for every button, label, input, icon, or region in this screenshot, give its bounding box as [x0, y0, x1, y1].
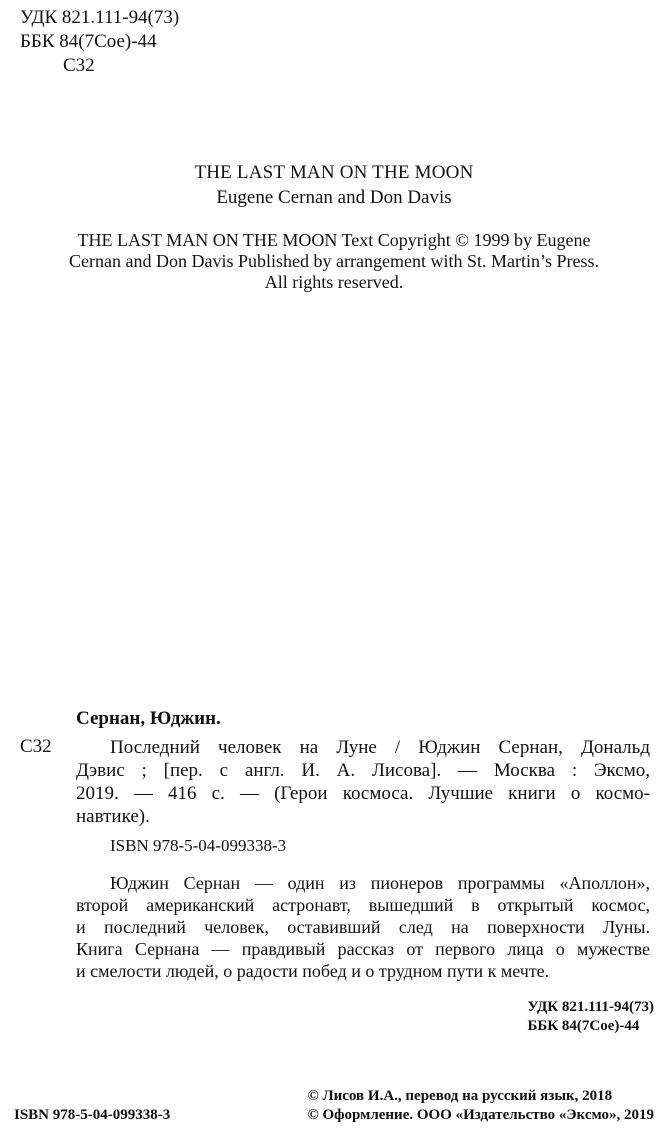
catalog-entry-code: С32: [20, 736, 52, 757]
original-copyright-line: Cernan and Don Davis Published by arrangement with St. Martin’s Press.: [69, 251, 599, 271]
catalog-entry-line: Последний человек на Луне / Юджин Сернан, Дональд: [110, 737, 650, 758]
original-copyright-line: THE LAST MAN ON THE MOON Text Copyright © 1999 by Eugene: [77, 230, 591, 250]
footer-copyright: [308, 1087, 655, 1125]
annotation-paragraph: [76, 872, 650, 982]
annotation-line: второй американский астронавт, вышедший в открытый космос,: [76, 895, 650, 915]
catalog-author-heading: Сернан, Юджин.: [76, 708, 221, 729]
annotation-line: Юджин Сернан — один из пионеров программы «Аполлон»,: [110, 873, 650, 893]
annotation-line: и смелости людей, о радости побед и о трудном пути к мечте.: [76, 961, 550, 981]
original-copyright-line: All rights reserved.: [264, 272, 404, 292]
footer-isbn: ISBN 978-5-04-099338-3: [14, 1107, 171, 1123]
copyright-translation: © Лисов И.А., перевод на русский язык, 2018: [307, 1088, 613, 1104]
catalog-entry-isbn: ISBN 978-5-04-099338-3: [110, 836, 287, 855]
header-udk: УДК 821.111-94(73): [20, 7, 180, 28]
header-catalog-codes: [20, 6, 179, 78]
footer-bbk: ББК 84(7Сое)-44: [527, 1018, 640, 1034]
catalog-entry-description: [76, 736, 650, 828]
copyright-design: © Оформление. ООО «Издательство «Эксмо», 2019: [307, 1107, 654, 1123]
catalog-entry-line: Дэвис ; [пер. с англ. И. А. Лисова]. — Москва : Эксмо,: [76, 760, 650, 781]
header-author-mark: С32: [63, 55, 95, 76]
catalog-entry-line: навтике).: [76, 806, 150, 827]
footer-udk: УДК 821.111-94(73): [527, 999, 654, 1015]
original-title: THE LAST MAN ON THE MOON: [194, 162, 474, 183]
footer-catalog-codes: [527, 998, 654, 1036]
catalog-entry-line: 2019. — 416 с. — (Герои космоса. Лучшие книги о космо-: [76, 783, 650, 804]
original-copyright-notice: [0, 230, 668, 293]
annotation-line: Книга Сернана — правдивый рассказ от первого лица о мужестве: [76, 939, 650, 959]
original-authors: Eugene Cernan and Don Davis: [216, 187, 452, 208]
annotation-line: и последний человек, оставивший след на поверхности Луны.: [76, 917, 650, 937]
header-bbk: ББК 84(7Сое)-44: [20, 31, 157, 52]
